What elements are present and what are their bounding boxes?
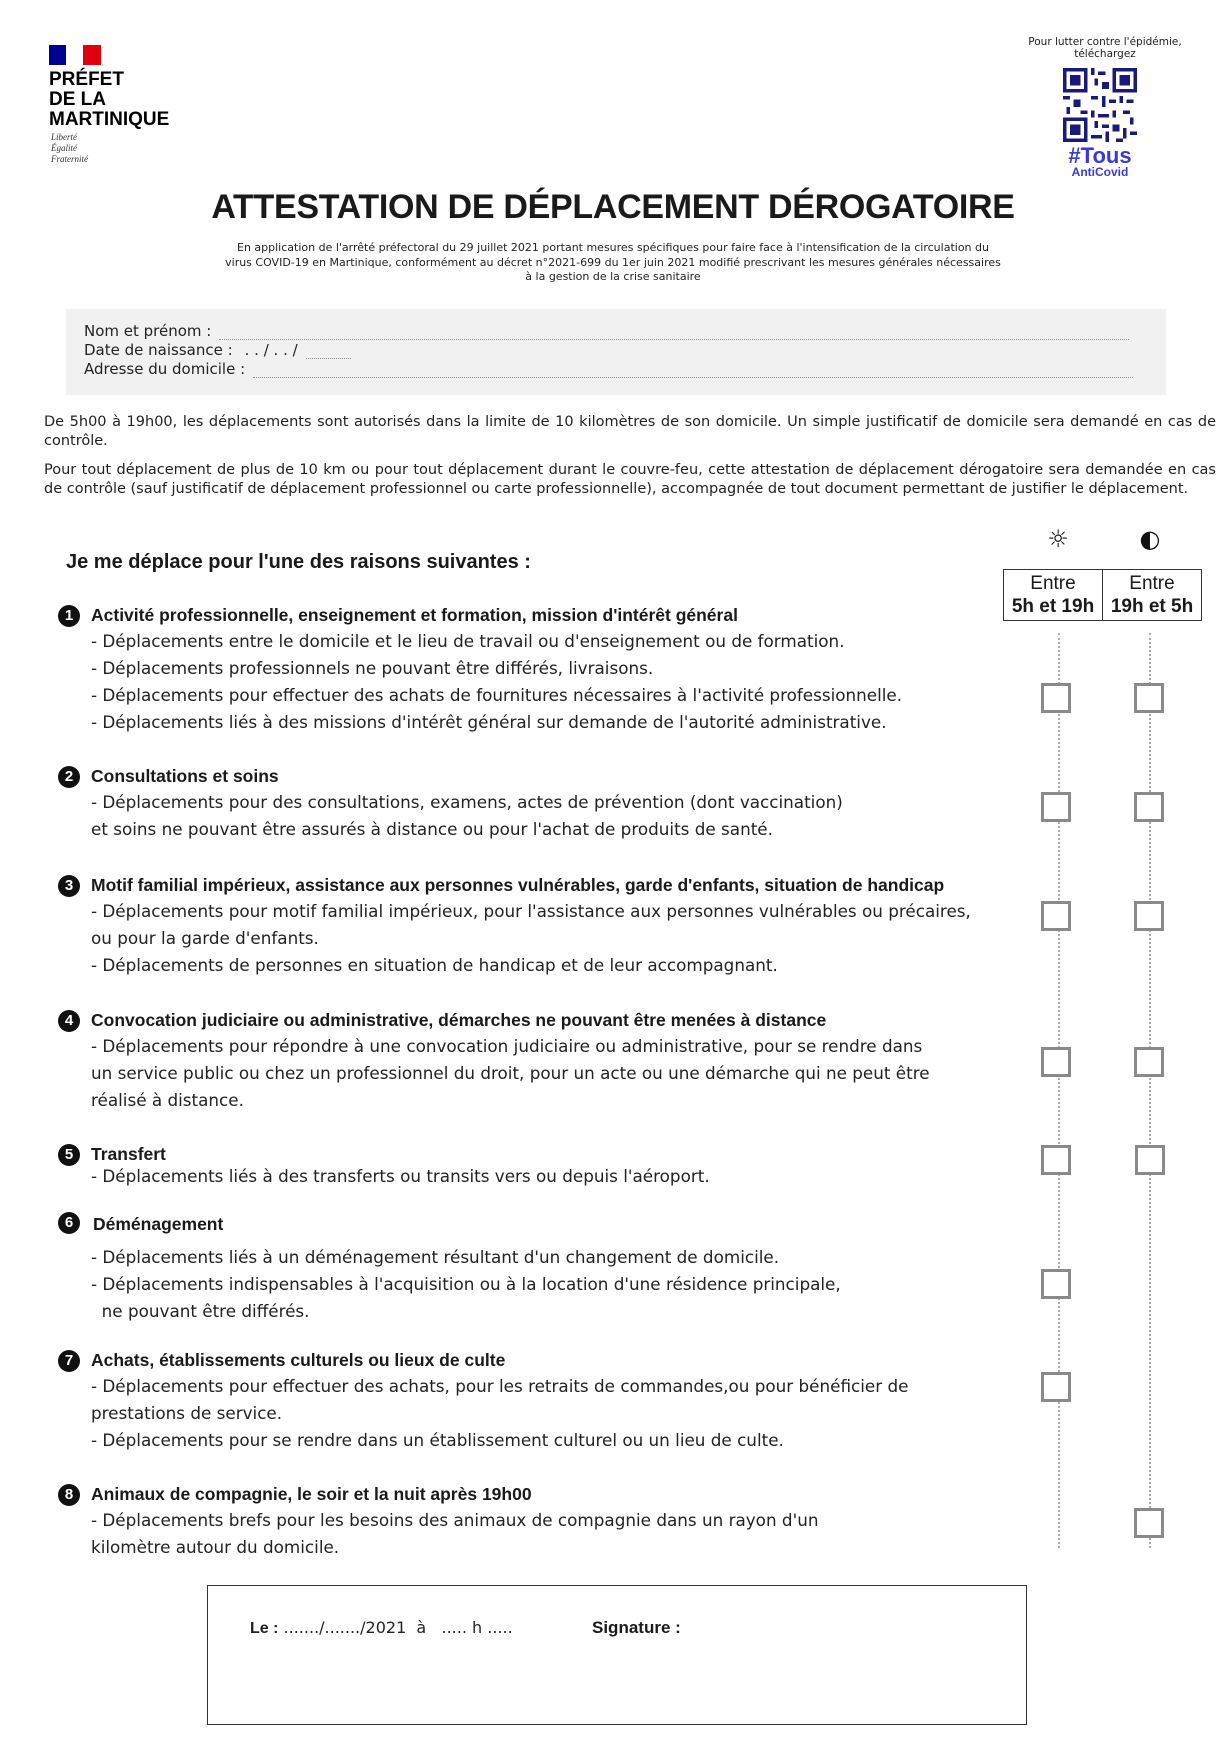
republic-motto: Liberté Égalité Fraternité [51, 132, 88, 164]
birth-date-value: . . / . . / [244, 341, 298, 359]
sun-icon: ☼ [1047, 525, 1069, 553]
document-title: ATTESTATION DE DÉPLACEMENT DÉROGATOIRE [211, 188, 1015, 226]
document-subtitle: En application de l'arrêté préfectoral du 29 juillet 2021 portant mesures spécifiques pour faire face à l'intensification de la circulation du virus COVID-19 en Martinique, conformément au décret n°2021-699 du 1er juin 2021 modifié prescrivant les mesures générales nécessaires à la gestion de la crise sanitaire [225, 241, 1001, 283]
reason-7-line: - Déplacements pour effectuer des achats, pour les retraits de commandes,ou pour bénéficier de [91, 1376, 909, 1396]
birth-date-label: Date de naissance : [84, 341, 233, 359]
moon-icon: ◐ [1139, 525, 1161, 553]
name-label: Nom et prénom : [84, 322, 212, 340]
reason-1-line: - Déplacements entre le domicile et le lieu de travail ou d'enseignement ou de formation. [91, 631, 845, 651]
reason-7-line: prestations de service. [91, 1403, 283, 1423]
reason-3-line: ou pour la garde d'enfants. [91, 928, 319, 948]
day-column-header: Entre 5h et 19h [1011, 573, 1095, 617]
reason-1-day-checkbox[interactable] [1041, 683, 1071, 713]
reason-2-night-checkbox[interactable] [1134, 792, 1164, 822]
reason-number-badge: 7 [58, 1350, 80, 1372]
reason-6-title: Déménagement [93, 1214, 224, 1234]
reason-6-line: - Déplacements indispensables à l'acquisition ou à la location d'une résidence principale, [91, 1274, 841, 1294]
intro-paragraph-2: Pour tout déplacement de plus de 10 km ou pour tout déplacement durant le couvre-feu, cette attestation de déplacement dérogatoire sera demandée en cas de contrôle (sauf justificatif de déplacement professionnel ou carte professionnelle), accompagnée de tout document permettant de justifier le déplacement. [44, 462, 1216, 497]
reason-3-night-checkbox[interactable] [1134, 901, 1164, 931]
signature-date[interactable] [250, 1618, 513, 1638]
reason-8-night-checkbox[interactable] [1134, 1508, 1164, 1538]
reason-1-title: Activité professionnelle, enseignement et formation, mission d'intérêt général [91, 605, 738, 625]
date-value: ......./......./2021 à ..... h ..... [283, 1618, 513, 1637]
night-column-divider [1149, 633, 1151, 1548]
signature-label: Signature : [592, 1618, 681, 1637]
reason-3-line: - Déplacements de personnes en situation de handicap et de leur accompagnant. [91, 955, 778, 975]
reason-2-day-checkbox[interactable] [1041, 792, 1071, 822]
reason-number-badge: 1 [58, 605, 80, 627]
reason-8-line: - Déplacements brefs pour les besoins des animaux de compagnie dans un rayon d'un [91, 1510, 819, 1530]
reason-5-day-checkbox[interactable] [1041, 1145, 1071, 1175]
reason-1-line: - Déplacements professionnels ne pouvant être différés, livraisons. [91, 658, 654, 678]
reason-7-day-checkbox[interactable] [1041, 1372, 1071, 1402]
app-name: #Tous [1068, 143, 1132, 168]
reason-2-line: et soins ne pouvant être assurés à distance ou pour l'achat de produits de santé. [91, 819, 773, 839]
reason-number-badge: 3 [58, 875, 80, 897]
reason-4-night-checkbox[interactable] [1134, 1047, 1164, 1077]
reason-2-line: - Déplacements pour des consultations, examens, actes de prévention (dont vaccination) [91, 792, 843, 812]
reason-4-line: réalisé à distance. [91, 1090, 244, 1110]
birth-date-field[interactable] [84, 341, 351, 359]
reason-1-night-checkbox[interactable] [1134, 683, 1164, 713]
reason-4-title: Convocation judiciaire ou administrative, démarches ne pouvant être menées à distance [91, 1010, 827, 1030]
column-headers [1003, 569, 1202, 621]
reason-5-night-checkbox[interactable] [1135, 1145, 1165, 1175]
reason-2-title: Consultations et soins [91, 766, 279, 786]
reason-4-day-checkbox[interactable] [1041, 1047, 1071, 1077]
qr-code-icon [1063, 68, 1137, 142]
reasons-title: Je me déplace pour l'une des raisons suivantes : [66, 551, 531, 573]
reason-3-day-checkbox[interactable] [1041, 901, 1071, 931]
reason-1-line: - Déplacements pour effectuer des achats de fournitures nécessaires à l'activité professionnelle. [91, 685, 903, 705]
reason-6-day-checkbox[interactable] [1041, 1269, 1071, 1299]
reason-1-line: - Déplacements liés à des missions d'intérêt général sur demande de l'autorité administrative. [91, 712, 887, 732]
reason-4-line: un service public ou chez un professionnel du droit, pour un acte ou une démarche qui ne peut être [91, 1063, 930, 1083]
app-subname: AntiCovid [1071, 165, 1129, 179]
night-column-header: Entre 19h et 5h [1102, 570, 1201, 620]
signature-box[interactable] [207, 1585, 1027, 1725]
reason-number-badge: 2 [58, 766, 80, 788]
intro-paragraph-1: De 5h00 à 19h00, les déplacements sont autorisés dans la limite de 10 kilomètres de son domicile. Un simple justificatif de domicile sera demandé en cas de contrôle. [44, 414, 1216, 449]
identity-box [66, 309, 1166, 395]
reason-7-line: - Déplacements pour se rendre dans un établissement culturel ou un lieu de culte. [91, 1430, 784, 1450]
reason-number-badge: 4 [58, 1010, 80, 1032]
reason-6-line: ne pouvant être différés. [91, 1301, 310, 1321]
reason-5-title: Transfert [91, 1144, 166, 1164]
reason-3-title: Motif familial impérieux, assistance aux personnes vulnérables, garde d'enfants, situation de handicap [91, 875, 945, 895]
reason-number-badge: 8 [58, 1484, 80, 1506]
reason-8-line: kilomètre autour du domicile. [91, 1537, 340, 1557]
reason-4-line: - Déplacements pour répondre à une convocation judiciaire ou administrative, pour se rendre dans [91, 1036, 923, 1056]
reason-8-title: Animaux de compagnie, le soir et la nuit après 19h00 [91, 1484, 532, 1504]
reason-number-badge: 5 [58, 1144, 80, 1166]
reason-3-line: - Déplacements pour motif familial impérieux, pour l'assistance aux personnes vulnérables ou précaires, [91, 901, 971, 921]
reason-5-line: - Déplacements liés à des transferts ou transits vers ou depuis l'aéroport. [91, 1166, 710, 1186]
prefecture-name: PRÉFET DE LA MARTINIQUE [49, 69, 170, 130]
date-label: Le : [250, 1620, 279, 1637]
french-flag-logo [49, 45, 101, 65]
address-label: Adresse du domicile : [84, 360, 246, 378]
address-field[interactable] [84, 360, 1133, 378]
reason-6-line: - Déplacements liés à un déménagement résultant d'un changement de domicile. [91, 1247, 780, 1267]
reason-7-title: Achats, établissements culturels ou lieux de culte [91, 1350, 506, 1370]
reason-number-badge: 6 [58, 1212, 80, 1234]
name-field[interactable] [84, 322, 1129, 340]
day-column-divider [1058, 633, 1060, 1548]
qr-caption: Pour lutter contre l'épidémie, téléchargez [1028, 36, 1182, 60]
